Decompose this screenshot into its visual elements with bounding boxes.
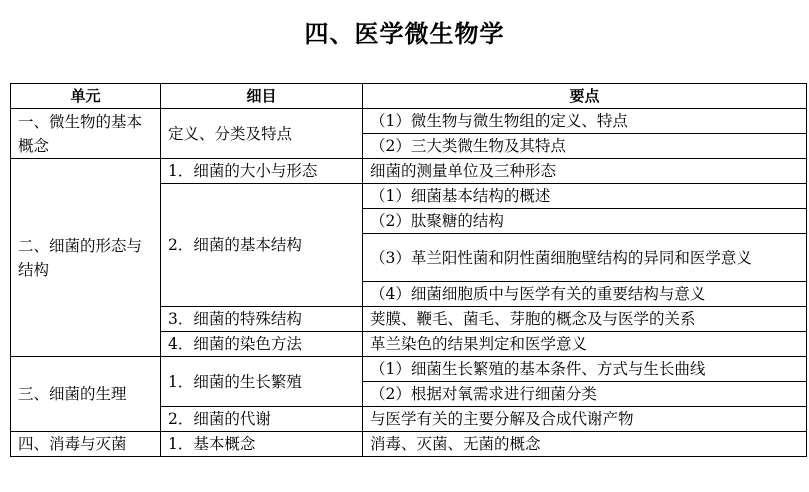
detail-cell: 4．细菌的染色方法	[161, 332, 363, 357]
unit-cell: 一、微生物的基本概念	[11, 109, 161, 159]
point-cell: 革兰染色的结果判定和医学意义	[363, 332, 807, 357]
detail-cell: 1．基本概念	[161, 432, 363, 457]
header-unit: 单元	[11, 84, 161, 109]
unit-cell: 二、细菌的形态与结构	[11, 159, 161, 357]
point-cell: （1）细菌生长繁殖的基本条件、方式与生长曲线	[363, 357, 807, 382]
unit-cell: 四、消毒与灭菌	[11, 432, 161, 457]
point-cell: （2）根据对氧需求进行细菌分类	[363, 382, 807, 407]
detail-cell: 2．细菌的基本结构	[161, 184, 363, 307]
table-header-row	[11, 84, 807, 109]
point-cell: 细菌的测量单位及三种形态	[363, 159, 807, 184]
detail-cell: 3．细菌的特殊结构	[161, 307, 363, 332]
table-row	[11, 357, 807, 382]
point-cell: （1）细菌基本结构的概述	[363, 184, 807, 209]
detail-cell: 1．细菌的大小与形态	[161, 159, 363, 184]
point-cell: 消毒、灭菌、无菌的概念	[363, 432, 807, 457]
syllabus-table	[10, 83, 807, 457]
table-row	[11, 432, 807, 457]
detail-cell: 2．细菌的代谢	[161, 407, 363, 432]
table-row	[11, 159, 807, 184]
point-cell: （2）三大类微生物及其特点	[363, 134, 807, 159]
point-cell: （3）革兰阳性菌和阴性菌细胞壁结构的异同和医学意义	[363, 234, 807, 282]
detail-cell: 1．细菌的生长繁殖	[161, 357, 363, 407]
page-title: 四、医学微生物学	[304, 20, 505, 48]
detail-cell: 定义、分类及特点	[161, 109, 363, 159]
point-cell: （2）肽聚糖的结构	[363, 209, 807, 234]
unit-cell: 三、细菌的生理	[11, 357, 161, 432]
header-detail: 细目	[161, 84, 363, 109]
header-key-points: 要点	[363, 84, 807, 109]
point-cell: （4）细菌细胞质中与医学有关的重要结构与意义	[363, 282, 807, 307]
point-cell: 与医学有关的主要分解及合成代谢产物	[363, 407, 807, 432]
point-cell: （1）微生物与微生物组的定义、特点	[363, 109, 807, 134]
table-row	[11, 109, 807, 134]
point-cell: 荚膜、鞭毛、菌毛、芽胞的概念及与医学的关系	[363, 307, 807, 332]
